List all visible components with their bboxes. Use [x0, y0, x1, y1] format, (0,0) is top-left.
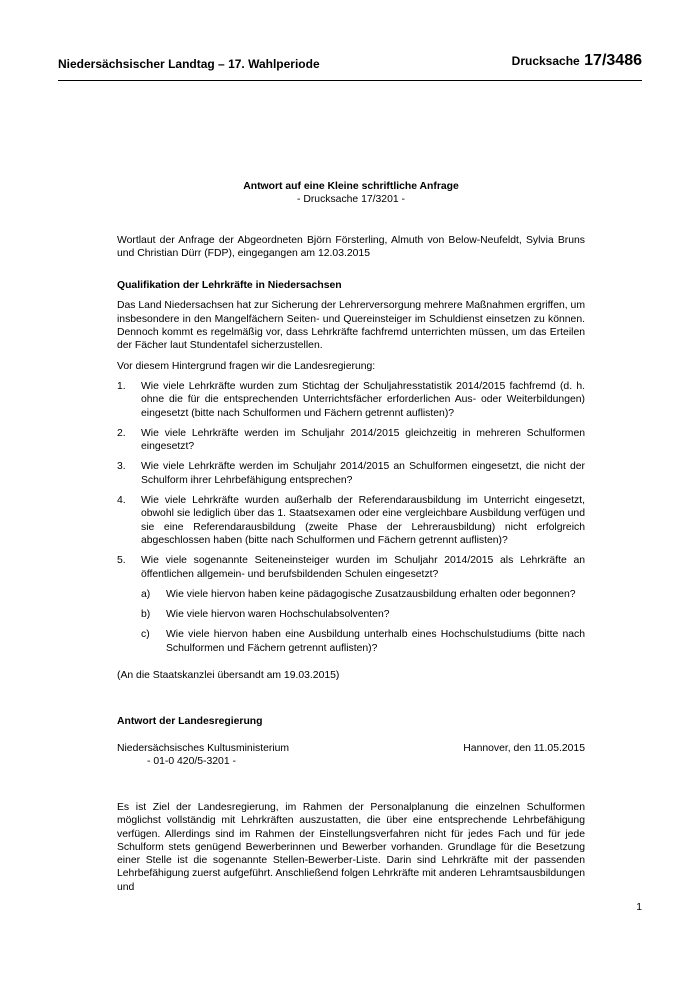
doc-title: Antwort auf eine Kleine schriftliche Anfrage — [243, 181, 459, 192]
header-document-number — [512, 52, 642, 70]
question-text: Wie viele Lehrkräfte werden im Schuljahr 2014/2015 gleichzeitig in mehreren Schulformen eingesetzt? — [141, 427, 585, 453]
question-item — [117, 427, 585, 454]
question-text: Wie viele Lehrkräfte wurden außerhalb der Referendarausbildung im Unterricht eingesetzt, obwohl sie lediglich über das 1. Staatsexamen oder eine vergleichbare Ausbildung verfügen und sie eine Referendarausbildung (zweite Phase der Lehrerausbildung) nicht erfolgreich abgeschlossen haben (bitte nach Schulformen und Fächern getrennt auflisten)? — [141, 495, 585, 546]
question-number: 4. — [117, 495, 126, 507]
subquestion-list — [141, 588, 585, 655]
question-number: 2. — [117, 427, 126, 439]
doc-subtitle: - Drucksache 17/3201 - — [296, 194, 405, 206]
subquestion-item — [141, 608, 585, 621]
header-document-value: 17/3486 — [584, 52, 642, 69]
question-item — [117, 494, 585, 547]
question-item — [117, 460, 585, 487]
reference-number: - 01-0 420/5-3201 - — [147, 755, 236, 767]
header-document-label: Drucksache — [511, 54, 580, 68]
header-parliament: Niedersächsischer Landtag – 17. Wahlperiode — [58, 57, 320, 71]
page-header — [58, 52, 642, 74]
question-number: 3. — [117, 461, 126, 473]
question-text: Wie viele Lehrkräfte wurden zum Stichtag der Schuljahresstatistik 2014/2015 fachfremd (d. h. ohne die für die entsprechenden Unterrichtsfächer erforderlichen Aus- oder Weiterbildungen) eingesetzt (bitte nach Schulformen und Fächern getrennt auflisten)? — [141, 380, 585, 419]
place-date: Hannover, den 11.05.2015 — [463, 742, 585, 754]
question-text: Wie viele sogenannte Seiteneinsteiger wurden im Schuljahr 2014/2015 als Lehrkräfte an öffentlichen allgemein- und berufsbildenden Schulen eingesetzt? — [141, 555, 585, 580]
question-text: Wie viele Lehrkräfte werden im Schuljahr 2014/2015 an Schulformen eingesetzt, die nicht der Schulform ihrer Lehrbefähigung entsprechen? — [141, 461, 585, 486]
question-number: 5. — [117, 555, 126, 567]
question-list — [117, 380, 585, 655]
page-number: 1 — [636, 902, 642, 913]
subquestion-text: Wie viele hiervon haben keine pädagogische Zusatzausbildung erhalten oder begonnen? — [166, 588, 576, 600]
ministry-row — [117, 742, 585, 755]
intro-paragraph: Wortlaut der Anfrage der Abgeordneten Björn Försterling, Almuth von Below-Neufeldt, Sylvia Bruns und Christian Dürr (FDP), eingegangen am 12.03.2015 — [117, 234, 585, 259]
answer-paragraph: Es ist Ziel der Landesregierung, im Rahmen der Personalplanung die einzelnen Schulformen möglichst vollständig mit Lehrkräften auszustatten, die über eine entsprechende Lehrbefähigung verfügen. Allerdings sind im Rahmen der Einstellungsverfahren nicht für jedes Fach und für jede Schulform stets genügend Bewerberinnen und Bewerber vorhanden. Grundlage für die Besetzung einer Stelle ist die sogenannte Stellen-Bewerber-Liste. Darin sind Lehrkräfte mit der passenden Lehrbefähigung zuerst aufgeführt. Anschließend folgen Lehrkräfte mit anderen Lehramtsausbildungen und — [117, 801, 585, 893]
question-item — [117, 380, 585, 420]
background-paragraph: Das Land Niedersachsen hat zur Sicherung der Lehrerversorgung mehrere Maßnahmen ergriffen, um insbesondere in den Mangelfächern Seiten- und Quereinsteiger im Schuldienst einsetzen zu können. Dennoch kommt es regelmäßig vor, dass Lehrkräfte fachfremd unterrichten müssen, um das Erteilen der Fächer laut Stundentafel sicherzustellen. — [117, 300, 585, 352]
header-rule — [58, 80, 642, 81]
sent-note: (An die Staatskanzlei übersandt am 19.03.2015) — [117, 670, 340, 682]
ministry-name: Niedersächsisches Kultusministerium — [117, 742, 290, 754]
subquestion-item — [141, 588, 585, 601]
document-body — [117, 180, 585, 894]
question-item — [117, 554, 585, 655]
question-heading: Qualifikation der Lehrkräfte in Niedersachsen — [117, 280, 342, 292]
subquestion-text: Wie viele hiervon haben eine Ausbildung unterhalb eines Hochschulstudiums (bitte nach Schulformen und Fächern getrennt auflisten)? — [166, 629, 585, 654]
subquestion-text: Wie viele hiervon waren Hochschulabsolventen? — [166, 609, 390, 621]
subquestion-item — [141, 628, 585, 655]
subquestion-letter: b) — [141, 609, 151, 621]
lead-in: Vor diesem Hintergrund fragen wir die Landesregierung: — [117, 360, 376, 372]
answer-heading: Antwort der Landesregierung — [117, 716, 263, 728]
subquestion-letter: a) — [141, 588, 151, 600]
subquestion-letter: c) — [141, 629, 150, 641]
question-number: 1. — [117, 380, 126, 392]
